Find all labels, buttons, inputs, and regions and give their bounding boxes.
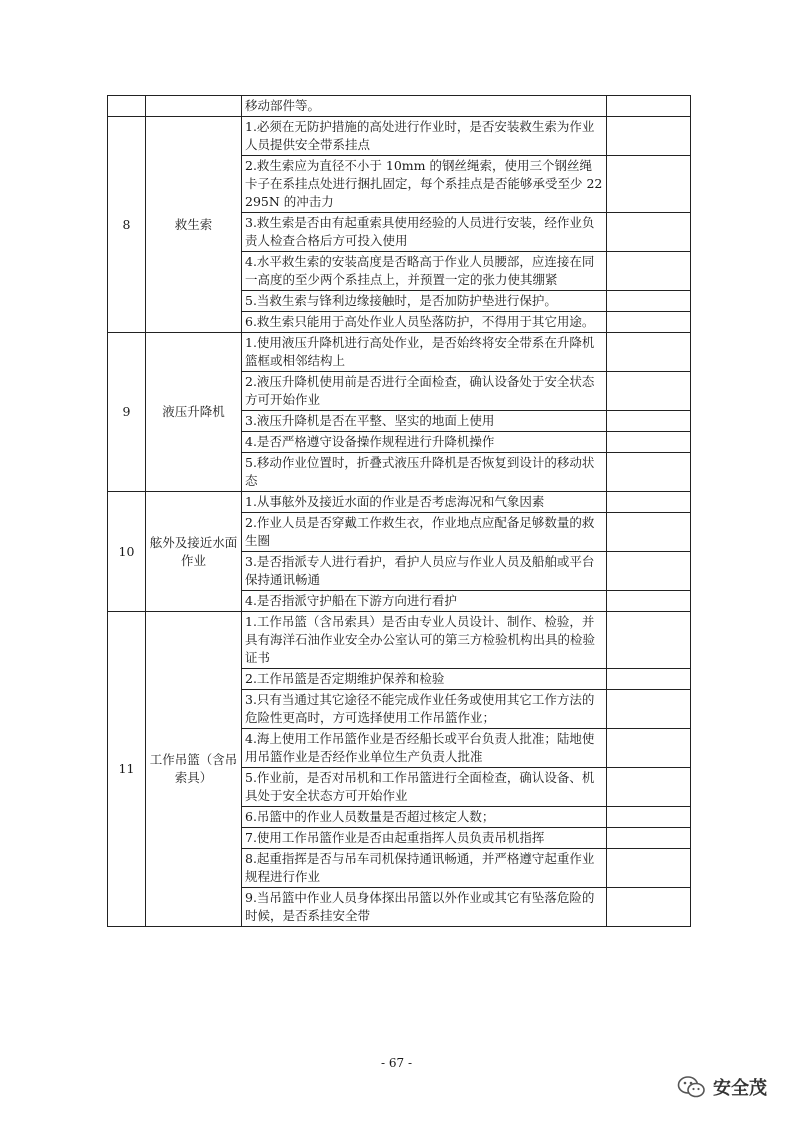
result-cell	[607, 252, 691, 291]
result-cell	[607, 411, 691, 432]
check-item: 5.作业前，是否对吊机和工作吊篮进行全面检查，确认设备、机具处于安全状态方可开始作业	[242, 768, 607, 807]
result-cell	[607, 492, 691, 513]
category-name: 液压升降机	[146, 333, 242, 492]
page-number: - 67 -	[380, 1056, 412, 1070]
check-item: 1.使用液压升降机进行高处作业，是否始终将安全带系在升降机篮框或相邻结构上	[242, 333, 607, 372]
item-number: 10	[108, 492, 146, 612]
result-cell	[607, 591, 691, 612]
category-cell	[146, 96, 242, 117]
result-cell	[607, 690, 691, 729]
check-item: 4.海上使用工作吊篮作业是否经船长或平台负责人批准；陆地使用吊篮作业是否经作业单位生产负责人批准	[242, 729, 607, 768]
check-row	[108, 117, 691, 156]
check-item: 3.液压升降机是否在平整、坚实的地面上使用	[242, 411, 607, 432]
result-cell	[607, 213, 691, 252]
check-item: 8.起重指挥是否与吊车司机保持通讯畅通，并严格遵守起重作业规程进行作业	[242, 849, 607, 888]
result-cell	[607, 117, 691, 156]
result-cell	[607, 333, 691, 372]
result-cell	[607, 432, 691, 453]
result-cell	[607, 312, 691, 333]
check-item: 9.当吊篮中作业人员身体探出吊篮以外作业或其它有坠落危险的时候，是否系挂安全带	[242, 888, 607, 927]
watermark	[677, 1074, 767, 1100]
result-cell	[607, 807, 691, 828]
category-name: 舷外及接近水面作业	[146, 492, 242, 612]
check-item: 5.移动作业位置时，折叠式液压升降机是否恢复到设计的移动状态	[242, 453, 607, 492]
result-cell	[607, 513, 691, 552]
result-cell	[607, 768, 691, 807]
check-item: 1.工作吊篮（含吊索具）是否由专业人员设计、制作、检验，并具有海洋石油作业安全办公室认可的第三方检验机构出具的检验证书	[242, 612, 607, 669]
check-item: 2.救生索应为直径不小于 10mm 的钢丝绳索，使用三个钢丝绳卡子在系挂点处进行捆扎固定，每个系挂点是否能够承受至少 22295N 的冲击力	[242, 156, 607, 213]
check-row	[108, 492, 691, 513]
result-cell	[607, 372, 691, 411]
check-item: 1.必须在无防护措施的高处进行作业时，是否安装救生索为作业人员提供安全带系挂点	[242, 117, 607, 156]
result-cell	[607, 291, 691, 312]
item-number: 9	[108, 333, 146, 492]
check-item: 移动部件等。	[242, 96, 607, 117]
category-name: 工作吊篮（含吊索具）	[146, 612, 242, 927]
result-cell	[607, 729, 691, 768]
item-number: 11	[108, 612, 146, 927]
result-cell	[607, 849, 691, 888]
result-cell	[607, 612, 691, 669]
checklist-table	[107, 95, 691, 927]
check-item: 7.使用工作吊篮作业是否由起重指挥人员负责吊机指挥	[242, 828, 607, 849]
wechat-icon	[677, 1074, 707, 1100]
check-item: 4.是否严格遵守设备操作规程进行升降机操作	[242, 432, 607, 453]
check-item: 1.从事舷外及接近水面的作业是否考虑海况和气象因素	[242, 492, 607, 513]
result-cell	[607, 453, 691, 492]
result-cell	[607, 96, 691, 117]
check-item: 3.是否指派专人进行看护，看护人员应与作业人员及船舶或平台保持通讯畅通	[242, 552, 607, 591]
result-cell	[607, 828, 691, 849]
result-cell	[607, 669, 691, 690]
check-item: 4.是否指派守护船在下游方向进行看护	[242, 591, 607, 612]
check-item: 6.救生索只能用于高处作业人员坠落防护，不得用于其它用途。	[242, 312, 607, 333]
check-item: 4.水平救生索的安装高度是否略高于作业人员腰部，应连接在同一高度的至少两个系挂点上，并预置一定的张力使其绷紧	[242, 252, 607, 291]
check-item: 2.工作吊篮是否定期维护保养和检验	[242, 669, 607, 690]
result-cell	[607, 156, 691, 213]
item-number: 8	[108, 117, 146, 333]
category-name: 救生索	[146, 117, 242, 333]
continued-row	[108, 96, 691, 117]
check-item: 3.救生索是否由有起重索具使用经验的人员进行安装，经作业负责人检查合格后方可投入使用	[242, 213, 607, 252]
check-item: 5.当救生索与锋利边缘接触时，是否加防护垫进行保护。	[242, 291, 607, 312]
check-row	[108, 333, 691, 372]
result-cell	[607, 888, 691, 927]
check-row	[108, 612, 691, 669]
result-cell	[607, 552, 691, 591]
check-item: 3.只有当通过其它途径不能完成作业任务或使用其它工作方法的危险性更高时，方可选择使用工作吊篮作业；	[242, 690, 607, 729]
check-item: 6.吊篮中的作业人员数量是否超过核定人数；	[242, 807, 607, 828]
watermark-text: 安全茂	[713, 1078, 767, 1099]
check-item: 2.作业人员是否穿戴工作救生衣，作业地点应配备足够数量的救生圈	[242, 513, 607, 552]
check-item: 2.液压升降机使用前是否进行全面检查，确认设备处于安全状态方可开始作业	[242, 372, 607, 411]
number-cell	[108, 96, 146, 117]
